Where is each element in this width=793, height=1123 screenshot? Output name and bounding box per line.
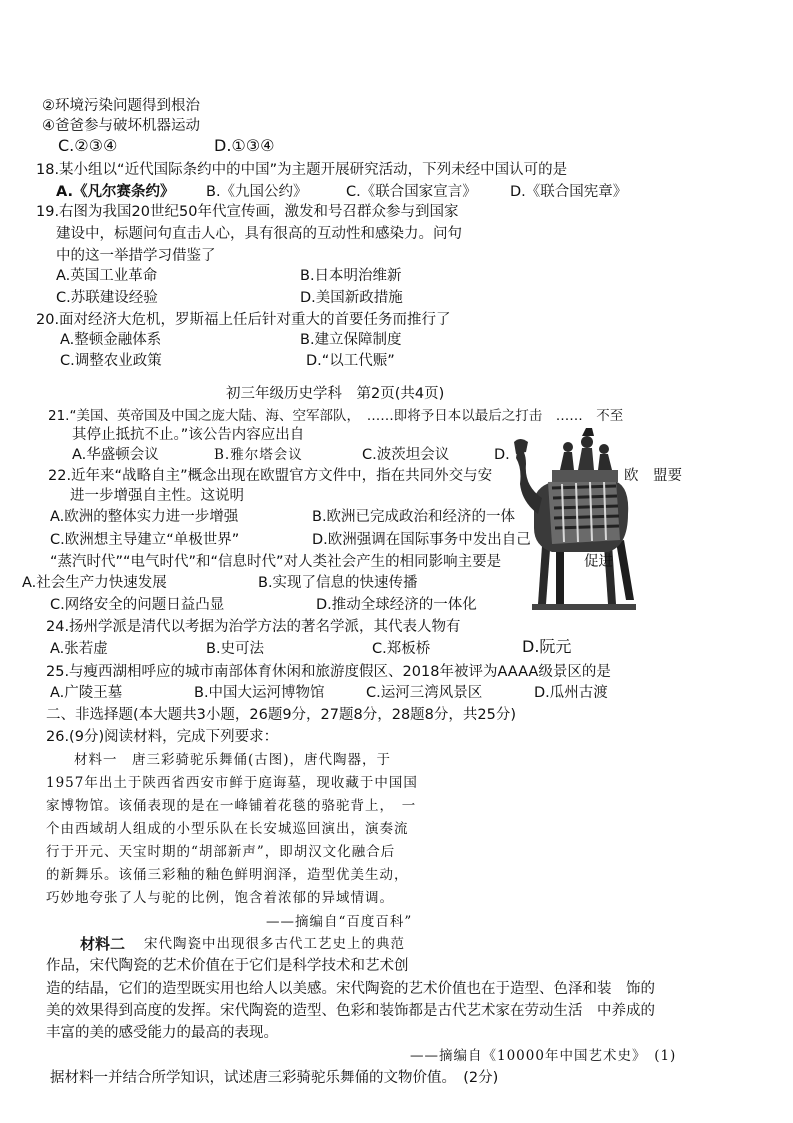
q25-option-b: B.中国大运河博物馆 bbox=[194, 685, 325, 701]
q23-stem: “蒸汽时代”“电气时代”和“信息时代”对人类社会产生的相同影响主要是 bbox=[50, 554, 502, 570]
q26-task-1: 据材料一并结合所学知识，试述唐三彩骑驼乐舞俑的文物价值。 (2分) bbox=[50, 1070, 499, 1086]
q18-stem: 18.某小组以“近代国际条约中的中国”为主题开展研究活动，下列未经中国认可的是 bbox=[36, 162, 568, 178]
q23-option-b: B.实现了信息的快速传播 bbox=[258, 575, 418, 591]
q19-option-d: D.美国新政措施 bbox=[300, 290, 403, 306]
q19-option-b: B.日本明治维新 bbox=[300, 268, 402, 284]
q19-option-a: A.英国工业革命 bbox=[56, 268, 158, 284]
q19-option-c: C.苏联建设经验 bbox=[56, 290, 158, 306]
q24-stem: 24.扬州学派是清代以考据为治学方法的著名学派，其代表人物有 bbox=[46, 619, 461, 635]
q24-option-b: B.史可法 bbox=[206, 641, 265, 657]
q26-material-1-line-5: 行于开元、天宝时期的“胡部新声”，即胡汉文化融合后 bbox=[46, 844, 396, 860]
q26-material-1-line-7: 巧妙地夸张了人与驼的比例，饱含着浓郁的异域情调。 bbox=[46, 890, 394, 906]
q22-option-c: C.欧洲想主导建立“单极世界” bbox=[50, 532, 240, 548]
q20-option-c: C.调整农业政策 bbox=[60, 353, 162, 369]
q25-option-a: A.广陵王墓 bbox=[50, 685, 123, 701]
q21-option-d: D. bbox=[494, 447, 510, 463]
q26-material-1-source: ——摘编自“百度百科” bbox=[266, 914, 413, 930]
q22-stem-line-1-tail: 欧 盟要 bbox=[624, 468, 682, 484]
q26-stem: 26.(9分)阅读材料，完成下列要求： bbox=[46, 729, 279, 745]
q26-material-2-title: 材料二 bbox=[80, 935, 126, 953]
q18-option-d: D.《联合国宪章》 bbox=[510, 184, 628, 200]
q25-option-d: D.瓜州古渡 bbox=[534, 685, 608, 701]
section-2-heading: 二、非选择题(本大题共3小题，26题9分，27题8分，28题8分，共25分) bbox=[46, 707, 517, 723]
q21-stem-line-1: 21.“美国、英帝国及中国之庞大陆、海、空军部队， ……即将予日本以最后之打击 …… 不至 bbox=[48, 408, 624, 424]
q22-stem-line-1: 22.近年来“战略自主”概念出现在欧盟官方文件中，指在共同外交与安 bbox=[48, 468, 493, 484]
q25-stem: 25.与瘦西湖相呼应的城市南部体育休闲和旅游度假区、2018年被评为AAAA级景区的是 bbox=[46, 664, 611, 680]
q23-option-a: A.社会生产力快速发展 bbox=[22, 575, 167, 591]
q22-option-d: D.欧洲强调在国际事务中发出自己 bbox=[312, 532, 531, 548]
q20-option-d: D.“以工代赈” bbox=[306, 353, 395, 369]
tang-sancai-camel-figurine-image bbox=[512, 428, 640, 612]
q19-stem-line-1: 19.右图为我国20世纪50年代宣传画，激发和号召群众参与到国家 bbox=[36, 204, 459, 220]
fragment-option-c: C.②③④ bbox=[58, 136, 118, 155]
q26-material-2-line-2: 作品，宋代陶瓷的艺术价值在于它们是科学技术和艺术创 bbox=[46, 958, 409, 974]
q19-stem-line-2: 建设中，标题问句直击人心，具有很高的互动性和感染力。问句 bbox=[56, 226, 462, 242]
q26-material-2-line-4: 美的效果得到高度的发挥。宋代陶瓷的造型、色彩和装饰都是古代艺术家在劳动生活 中养成的 bbox=[46, 1003, 655, 1019]
q24-option-d: D.阮元 bbox=[522, 637, 572, 656]
fragment-line-1: ②环境污染问题得到根治 bbox=[42, 98, 200, 114]
q23-stem-tail: 促进 bbox=[584, 554, 613, 570]
q19-stem-line-3: 中的这一举措学习借鉴了 bbox=[56, 248, 216, 264]
q26-material-2-line-5: 丰富的美的感受能力的最高的表现。 bbox=[46, 1025, 278, 1041]
q26-material-2-source: ——摘编自《10000年中国艺术史》 (1) bbox=[410, 1048, 677, 1064]
q26-material-1-line-1: 材料一 唐三彩骑驼乐舞俑(古图)，唐代陶器，于 bbox=[74, 752, 392, 768]
q23-option-c: C.网络安全的问题日益凸显 bbox=[50, 597, 225, 613]
q21-stem-line-2: 其停止抵抗不止。”该公告内容应出自 bbox=[72, 427, 305, 443]
q18-option-a: A.《凡尔赛条约》 bbox=[56, 184, 175, 200]
q20-option-a: A.整顿金融体系 bbox=[60, 332, 162, 348]
q26-material-1-line-4: 个由西域胡人组成的小型乐队在长安城巡回演出，演奏流 bbox=[46, 821, 409, 837]
q22-option-a: A.欧洲的整体实力进一步增强 bbox=[50, 509, 239, 525]
q24-option-a: A.张若虚 bbox=[50, 641, 108, 657]
q23-option-d: D.推动全球经济的一体化 bbox=[316, 597, 477, 613]
q26-material-1-line-3: 家博物馆。该俑表现的是在一峰铺着花毯的骆驼背上， 一 bbox=[46, 798, 417, 814]
q18-option-b: B.《九国公约》 bbox=[206, 184, 308, 200]
q20-option-b: B.建立保障制度 bbox=[300, 332, 402, 348]
q22-stem-line-2: 进一步增强自主性。这说明 bbox=[70, 488, 244, 504]
q21-option-c: C.波茨坦会议 bbox=[362, 447, 450, 463]
q26-material-1-line-2: 1957年出土于陕西省西安市鲜于庭诲墓，现收藏于中国国 bbox=[46, 775, 418, 791]
fragment-line-2: ④爸爸参与破坏机器运动 bbox=[42, 118, 200, 134]
fragment-option-d: D.①③④ bbox=[214, 136, 275, 155]
q26-material-2-line-3: 造的结晶，它们的造型既实用也给人以美感。宋代陶瓷的艺术价值也在于造型、色泽和装 饰的 bbox=[46, 981, 655, 997]
q21-option-b: B.雅尔塔会议 bbox=[214, 447, 303, 463]
q24-option-c: C.郑板桥 bbox=[372, 641, 431, 657]
q21-option-a: A.华盛顿会议 bbox=[72, 447, 159, 463]
q20-stem: 20.面对经济大危机，罗斯福上任后针对重大的首要任务而推行了 bbox=[36, 312, 451, 328]
q25-option-c: C.运河三湾风景区 bbox=[366, 685, 483, 701]
page-header: 初三年级历史学科 第2页(共4页) bbox=[226, 386, 445, 402]
q18-option-c: C.《联合国家宣言》 bbox=[346, 184, 477, 200]
q22-option-b: B.欧洲已完成政治和经济的一体 bbox=[312, 509, 516, 525]
q26-material-2-line-1: 宋代陶瓷中出现很多古代工艺史上的典范 bbox=[144, 936, 405, 952]
q26-material-1-line-6: 的新舞乐。该俑三彩釉的釉色鲜明润泽，造型优美生动， bbox=[46, 867, 409, 883]
